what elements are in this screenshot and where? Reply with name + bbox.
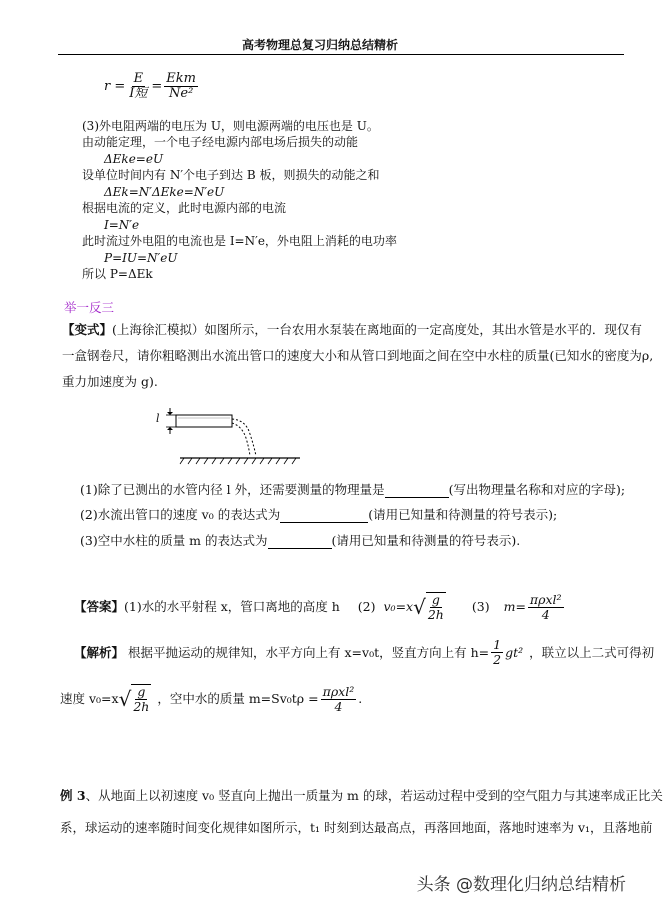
analysis-line-2 xyxy=(60,684,362,714)
variant-line-3: 重力加速度为 g). xyxy=(62,374,158,389)
resistance-formula xyxy=(104,72,200,101)
pump-figure-drawing xyxy=(150,404,310,466)
example-3-text-1: 、从地面上以初速度 v₀ 竖直向上抛出一质量为 m 的球，若运动过程中受到的空气阻力与其速率成正比关 xyxy=(85,788,663,803)
question-3-blank xyxy=(268,536,332,549)
question-3-text: (3)空中水柱的质量 m 的表达式为 xyxy=(80,533,268,548)
text-line-9: P=IU=N′eU xyxy=(104,251,178,265)
page-header-title: 高考物理总复习归纳总结精析 xyxy=(241,38,398,52)
fraction-1-denominator: I短 xyxy=(129,86,148,101)
answer-sqrt-fraction xyxy=(426,592,446,622)
example-3-line-1 xyxy=(60,788,663,804)
formula-fraction-1 xyxy=(127,72,149,101)
analysis-mass-fraction xyxy=(321,685,357,714)
analysis-text-1-end: ，联立以上二式可得初 xyxy=(529,644,655,660)
fraction-1-numerator: E xyxy=(133,71,144,86)
analysis-gt2: gt² xyxy=(505,644,524,660)
variant-text-1: (上海徐汇模拟）如图所示，一台农用水泵装在离地面的一定高度处，其出水管是水平的．现仅有 xyxy=(112,322,642,337)
question-2 xyxy=(80,507,557,523)
question-2-blank xyxy=(280,510,368,523)
answer-part-1: (1)水的水平射程 x，管口离地的高度 h xyxy=(124,599,340,614)
analysis-half-denominator: 2 xyxy=(493,652,502,667)
watermark: 头条 @数理化归纳总结精析 xyxy=(416,875,626,895)
fraction-2-numerator: Ekm xyxy=(166,71,196,86)
answer-sqrt-denominator: 2h xyxy=(427,607,444,622)
answer-sqrt xyxy=(413,592,448,622)
formula-lhs: r = xyxy=(104,79,126,94)
answer-mass-denominator: 4 xyxy=(541,606,550,622)
example-3-line-2: 系，球运动的速率随时间变化规律如图所示，t₁ 时刻到达最高点，再落回地面，落地时速率为 v₁，且落地前 xyxy=(60,820,653,835)
answer-mass-fraction xyxy=(528,593,564,622)
analysis-sqrt-fraction xyxy=(131,684,151,714)
answer-line xyxy=(74,592,566,622)
text-line-7: I=N′e xyxy=(104,218,140,232)
answer-part-2-label: (2) xyxy=(357,599,376,614)
analysis-text-2: 速度 v₀=x xyxy=(60,691,119,706)
analysis-text-2-end: . xyxy=(358,691,363,706)
question-3 xyxy=(80,533,520,549)
analysis-mass-denominator: 4 xyxy=(334,698,343,714)
answer-sqrt-numerator: g xyxy=(431,592,440,607)
answer-part-2-expr: v₀=x xyxy=(383,599,414,614)
analysis-line-1 xyxy=(74,638,654,667)
analysis-half-fraction xyxy=(491,638,503,667)
text-line-8: 此时流过外电阻的电流也是 I=N′e，外电阻上消耗的电功率 xyxy=(82,234,397,248)
analysis-sqrt-sign-icon: √ xyxy=(118,687,132,711)
analysis-sqrt xyxy=(119,684,154,714)
pump-figure xyxy=(150,404,310,466)
question-1-text: (1)除了已测出的水管内径 l 外，还需要测量的物理量是 xyxy=(80,482,385,497)
analysis-half-numerator: 1 xyxy=(493,637,502,652)
question-2-hint: (请用已知量和待测量的符号表示); xyxy=(368,507,558,522)
text-line-6: 根据电流的定义，此时电源内部的电流 xyxy=(82,201,287,215)
question-1-blank xyxy=(385,485,449,498)
answer-label: 【答案】 xyxy=(74,599,125,614)
question-1-hint: (写出物理量名称和对应的字母); xyxy=(448,482,626,497)
analysis-sqrt-numerator: g xyxy=(137,684,146,699)
analysis-text-2-mass: ，空中水的质量 m=Sv₀tρ = xyxy=(157,691,319,706)
answer-part-3-expr: m= xyxy=(503,599,526,614)
answer-mass-numerator: πρxl² xyxy=(529,591,562,607)
pipe-diameter-label: l xyxy=(156,412,160,425)
fraction-2-denominator: Ne² xyxy=(169,86,194,101)
section-title: 举一反三 xyxy=(64,300,115,315)
question-3-hint: (请用已知量和待测量的符号表示). xyxy=(331,533,521,548)
question-2-text: (2)水流出管口的速度 v₀ 的表达式为 xyxy=(80,507,281,522)
text-line-10: 所以 P=ΔEk xyxy=(82,267,153,281)
question-1 xyxy=(80,482,625,498)
text-line-1: (3)外电阻两端的电压为 U，则电源两端的电压也是 U。 xyxy=(82,119,379,133)
answer-part-3-label: (3) xyxy=(471,599,490,614)
sqrt-sign-icon: √ xyxy=(413,595,426,619)
text-line-2: 由动能定理，一个电子经电源内部电场后损失的动能 xyxy=(82,135,359,149)
variant-line-1 xyxy=(62,322,642,338)
analysis-mass-numerator: πρxl² xyxy=(322,683,355,699)
text-line-3: ΔEke=eU xyxy=(104,152,164,166)
analysis-label: 【解析】 xyxy=(74,644,125,660)
header-divider xyxy=(58,54,624,55)
analysis-text-1: 根据平抛运动的规律知，水平方向上有 x=v₀t，竖直方向上有 h= xyxy=(128,644,490,660)
analysis-sqrt-denominator: 2h xyxy=(133,699,150,714)
formula-equals: = xyxy=(151,79,163,94)
formula-fraction-2 xyxy=(164,72,198,101)
text-line-4: 设单位时间内有 N′个电子到达 B 板，则损失的动能之和 xyxy=(82,168,380,182)
example-3-label: 例 3 xyxy=(60,788,86,803)
variant-line-2: 一盒钢卷尺，请你粗略测出水流出管口的速度大小和从管口到地面之间在空中水柱的质量(已知水的密度为ρ, xyxy=(62,348,654,363)
variant-label: 【变式】 xyxy=(62,322,113,337)
text-line-5: ΔEk=N′ΔEke=N′eU xyxy=(104,185,225,199)
